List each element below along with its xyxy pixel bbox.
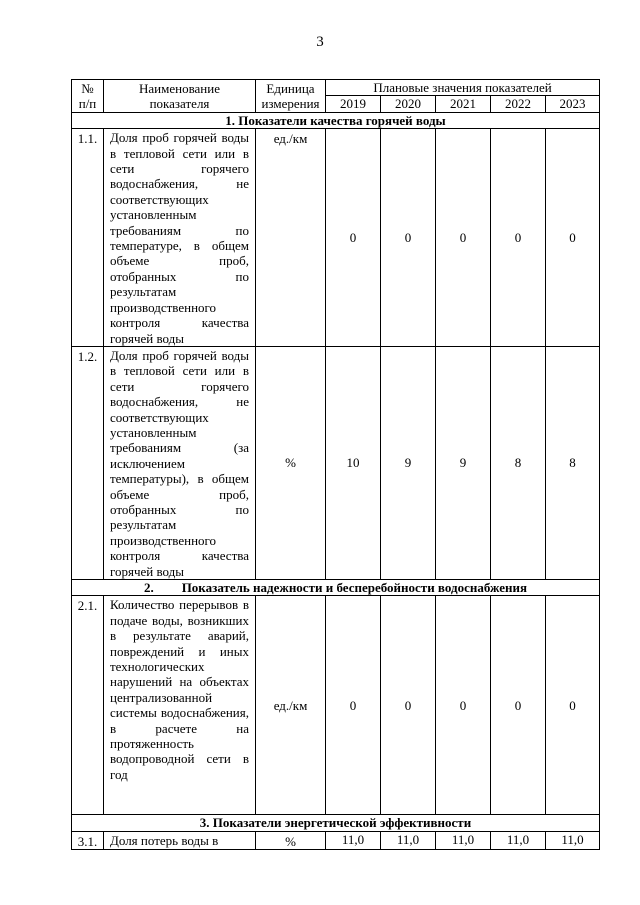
- row-num: 1.1.: [72, 129, 104, 347]
- row-unit: ед./км: [256, 129, 326, 347]
- row-name: Доля потерь воды в: [104, 831, 256, 849]
- row-value: 0: [326, 129, 381, 347]
- row-value: 0: [491, 129, 546, 347]
- row-value: 0: [381, 596, 436, 815]
- row-value: 9: [381, 346, 436, 579]
- row-num: 2.1.: [72, 596, 104, 815]
- row-value: 8: [491, 346, 546, 579]
- row-value: 8: [546, 346, 600, 579]
- row-name: Доля проб горячей воды в тепловой сети или в сети горячего водоснабжения, не соответствующих установленным требованиям по температуре, в общем объеме проб, отобранных по результатам производственного контроля качества горячей воды: [104, 129, 256, 347]
- row-num: 1.2.: [72, 346, 104, 579]
- row-unit: ед./км: [256, 596, 326, 815]
- row-value: 0: [546, 596, 600, 815]
- row-value: 0: [491, 596, 546, 815]
- row-num: 3.1.: [72, 831, 104, 849]
- page-number: 3: [316, 34, 324, 50]
- row-value: 11,0: [546, 831, 600, 849]
- header-year: 2020: [381, 96, 436, 112]
- header-unit-cell: [256, 80, 326, 113]
- header-year: 2022: [491, 96, 546, 112]
- row-value: 0: [326, 596, 381, 815]
- header-name-line2: показателя: [149, 95, 210, 111]
- row-value: 0: [546, 129, 600, 347]
- row-value: 11,0: [436, 831, 491, 849]
- row-value: 11,0: [326, 831, 381, 849]
- section-title-text: Показатель надежности и бесперебойности водоснабжения: [181, 580, 528, 595]
- row-value: 0: [381, 129, 436, 347]
- row-unit: %: [256, 346, 326, 579]
- header-year: 2023: [546, 96, 600, 112]
- header-name-cell: [104, 80, 256, 113]
- row-name: Количество перерывов в подаче воды, возникших в результате аварий, повреждений и иных технологических нарушений на объектах централизованной системы водоснабжения, в расчете на протяженность водопроводной сети в год: [104, 596, 256, 815]
- indicators-table: [71, 79, 600, 850]
- header-unit-line2: измерения: [261, 95, 320, 111]
- header-name-line1: Наименование: [139, 80, 220, 96]
- row-value: 11,0: [491, 831, 546, 849]
- row-unit: %: [256, 831, 326, 849]
- section-title-num: 2.: [143, 580, 154, 595]
- row-value: 9: [436, 346, 491, 579]
- section-title: 1. Показатели качества горячей воды: [72, 112, 600, 128]
- row-value: 11,0: [381, 831, 436, 849]
- row-name: Доля проб горячей воды в тепловой сети или в сети горячего водоснабжения, не соответствующих установленным требованиям (за исключением температуры), в общем объеме проб, отобранных по результатам производственного контроля качества горячей воды: [104, 346, 256, 579]
- row-value: 0: [436, 596, 491, 815]
- header-num-line2: п/п: [78, 95, 97, 111]
- header-year: 2021: [436, 96, 491, 112]
- row-value: 0: [436, 129, 491, 347]
- header-num-cell: [72, 80, 104, 113]
- section-title: 3. Показатели энергетической эффективности: [72, 815, 600, 831]
- header-unit-line1: Единица: [266, 80, 315, 96]
- header-plan-label: Плановые значения показателей: [326, 80, 600, 96]
- section-title: [72, 580, 600, 596]
- row-value: 10: [326, 346, 381, 579]
- header-year: 2019: [326, 96, 381, 112]
- header-num-line1: №: [81, 80, 94, 96]
